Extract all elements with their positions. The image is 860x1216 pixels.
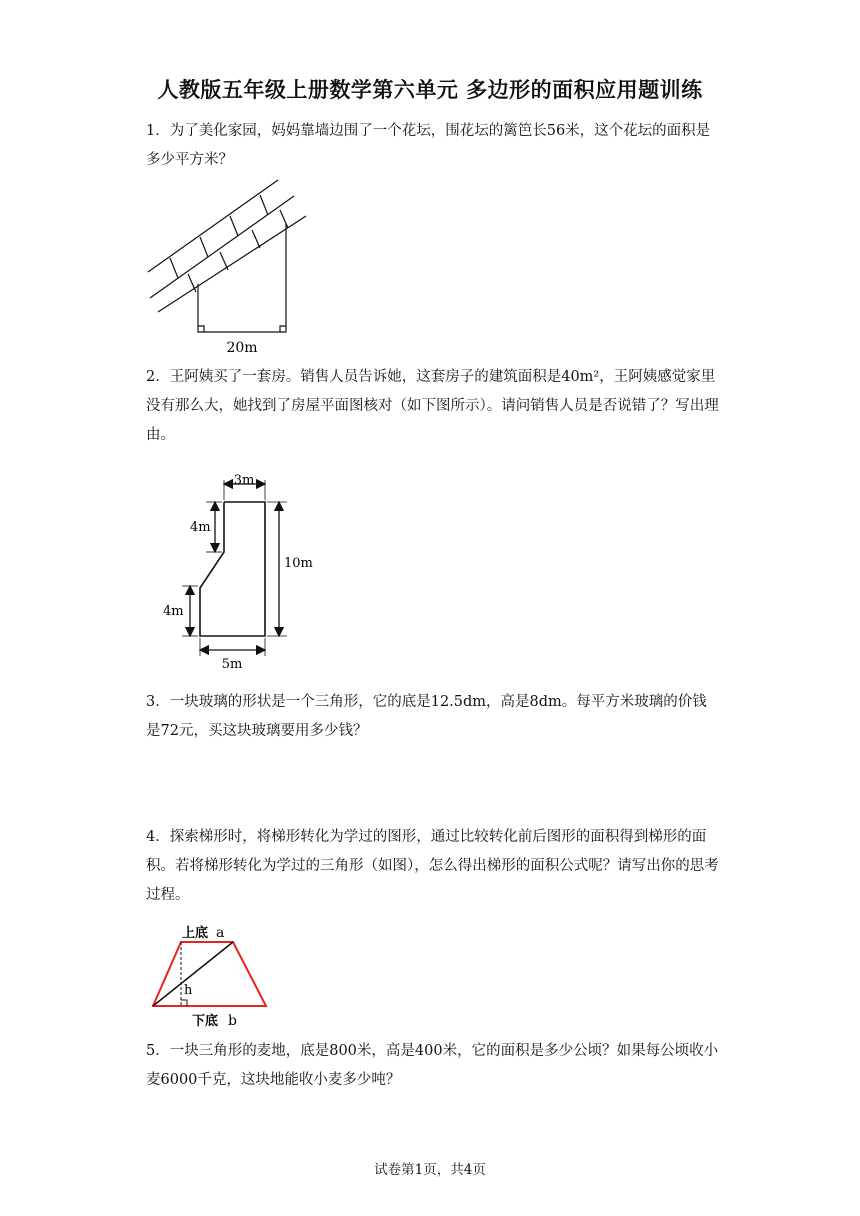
page-title: 人教版五年级上册数学第六单元 多边形的面积应用题训练 xyxy=(157,78,703,102)
question-text: 一块三角形的麦地，底是800米，高是400米，它的面积是多少公顷？如果每公顷收小麦6000千克，这块地能收小麦多少吨？ xyxy=(146,1043,719,1088)
question-number: 4． xyxy=(146,829,170,845)
question-1 xyxy=(146,117,721,175)
wall-line-lower xyxy=(158,216,306,312)
brick-line xyxy=(170,258,178,278)
flowerbed-figure xyxy=(140,178,320,358)
question-number: 1． xyxy=(146,123,170,139)
lower-left-label: 4m xyxy=(163,604,184,619)
bottom-var: b xyxy=(228,1013,237,1029)
question-5 xyxy=(146,1037,721,1095)
brick-line xyxy=(230,216,238,236)
brick-line xyxy=(252,230,260,248)
question-3 xyxy=(146,688,721,746)
wall-line-middle xyxy=(150,196,294,298)
trapezoid-figure xyxy=(148,922,278,1032)
bottom-label: 5m xyxy=(221,657,243,672)
question-number: 5． xyxy=(146,1043,170,1059)
right-label: 10m xyxy=(284,556,313,571)
top-label: 上底 xyxy=(182,926,209,941)
trapezoid-outline xyxy=(153,942,266,1006)
brick-line xyxy=(220,252,228,270)
wall-line-upper xyxy=(148,180,278,272)
height-var: h xyxy=(184,983,193,998)
floor-plan-figure xyxy=(160,470,330,675)
right-angle-mark xyxy=(280,326,286,332)
question-number: 3． xyxy=(146,694,170,710)
right-angle-mark xyxy=(198,326,204,332)
brick-line xyxy=(260,195,268,215)
top-var: a xyxy=(216,925,225,941)
question-text: 王阿姨买了一套房。销售人员告诉她，这套房子的建筑面积是40m²，王阿姨感觉家里没有那么大，她找到了房屋平面图核对（如下图所示）。请问销售人员是否说错了？写出理由。 xyxy=(146,369,719,443)
bottom-label: 下底 xyxy=(192,1014,219,1029)
brick-line xyxy=(200,237,208,257)
top-label: 3m xyxy=(233,473,255,488)
question-text: 探索梯形时，将梯形转化为学过的图形，通过比较转化前后图形的面积得到梯形的面积。若将梯形转化为学过的三角形（如图），怎么得出梯形的面积公式呢？请写出你的思考过程。 xyxy=(146,829,719,903)
page-footer: 试卷第1页，共4页 xyxy=(374,1162,486,1178)
base-label: 20m xyxy=(226,340,258,356)
question-number: 2． xyxy=(146,369,170,385)
question-text: 为了美化家园，妈妈靠墙边围了一个花坛，围花坛的篱笆长56米，这个花坛的面积是多少平方米？ xyxy=(146,123,711,168)
question-2 xyxy=(146,363,721,450)
upper-left-label: 4m xyxy=(190,520,211,535)
diagonal-line xyxy=(153,942,233,1006)
question-text: 一块玻璃的形状是一个三角形，它的底是12.5dm，高是8dm。每平方米玻璃的价钱是72元，买这块玻璃要用多少钱？ xyxy=(146,694,707,739)
brick-line xyxy=(280,210,288,228)
question-4 xyxy=(146,823,721,910)
